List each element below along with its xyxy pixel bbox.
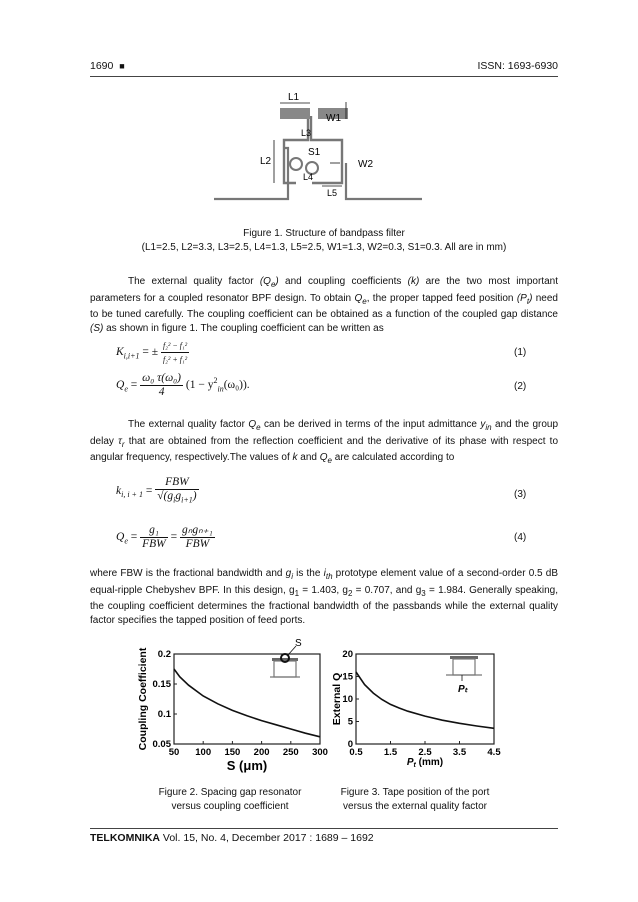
label-L5: L5 [327, 188, 338, 198]
eq4-equals-2: = [170, 531, 178, 544]
figure2-caption-line2: versus coupling coefficient [171, 801, 289, 812]
y-tick-label: 0.15 [152, 679, 171, 690]
label-W1: W1 [326, 113, 341, 124]
figure1-caption-line2: (L1=2.5, L2=3.3, L3=2.5, L4=1.3, L5=2.5, W1=1.3, W2=0.3, S1=0.3. All are in mm) [141, 242, 507, 253]
x-tick-label: 0.5 [349, 747, 363, 758]
figure3-caption-line1: Figure 3. Tape position of the port [340, 787, 490, 798]
eq4-lhs: Q [116, 531, 125, 544]
x-tick-label: 50 [168, 747, 180, 758]
eq4-lhs-sub: e [124, 536, 128, 546]
equation-4-number: (4) [514, 532, 527, 543]
p2-text-3: and the group delay [90, 419, 559, 447]
p3-text-4: = 1.403, g [299, 584, 348, 596]
x-tick-label: 3.5 [452, 747, 467, 758]
inset-resonator-icon [270, 646, 300, 677]
p3-text-5: = 0.707, and g [352, 584, 422, 596]
equation-1 [116, 339, 189, 366]
p3-sub-1: 1 [294, 588, 300, 598]
p3-text-6: = 1.984. Generally speaking, the coupling coefficient determines the fractional bandwidth of the passbands while the external quality factor specifies the tapped position of feed ports. [90, 584, 558, 626]
p1-s: (S) [90, 322, 104, 334]
equation-1-number: (1) [514, 347, 527, 358]
x-tick-label: 4.5 [487, 747, 501, 758]
p3-i: $i_{th}$ [323, 568, 333, 581]
equation-2 [116, 372, 250, 399]
p2-text-4: that are obtained from the reflection coefficient and the derivative of its phase with respect to angular frequency, respectively.The values of [90, 435, 559, 464]
equation-4 [116, 524, 215, 551]
inset-label-s: S [295, 638, 302, 649]
p2-q2: $Q_e$ [319, 452, 332, 466]
p2-y: $y_{in}$ [480, 419, 492, 432]
label-W2: W2 [358, 159, 373, 170]
header-square-icon: ■ [119, 61, 125, 71]
eq3-equals: = [145, 484, 153, 497]
page-number: 1690 [90, 60, 114, 72]
p3-text-2: is the [292, 568, 324, 579]
eq2-lhs-sub: e [124, 384, 128, 394]
x-tick-label: 300 [312, 747, 328, 758]
chart1-marks [342, 649, 501, 758]
label-S1: S1 [308, 147, 321, 158]
plot-frame [356, 654, 494, 744]
footer [90, 832, 374, 844]
equation-3 [116, 476, 199, 506]
footer-rule [90, 828, 558, 829]
p2-text-2: can be derived in terms of the input admittance [260, 419, 481, 430]
x-tick-label: 150 [224, 747, 241, 758]
p2-text-1: The external quality factor [128, 419, 249, 430]
eq3-lhs: k [116, 484, 122, 497]
p1-qe: $(Q_e)$ [259, 276, 279, 289]
p3-text-3: prototype element value of a second-order 0.5 dB equal-ripple Chebyshev BPF. In this design, g [90, 568, 558, 596]
eq3-lhs-sub: i, i + 1 [121, 490, 143, 500]
p1-text-6: as shown in figure 1. The coupling coefficient can be written as [103, 322, 384, 334]
footer-journal: TELKOMNIKA [90, 832, 160, 844]
x-tick-label: 1.5 [383, 747, 398, 758]
figure3-caption-line2: versus the external quality factor [343, 801, 487, 812]
pad-left [280, 108, 310, 119]
p2-tau: $\tau_r$ [118, 435, 125, 449]
equation-3-number: (3) [514, 489, 527, 500]
eq4-fraction-1: $\frac{\text{g₁}}{\text{FBW}}$ [142, 524, 166, 550]
figure3-caption [320, 786, 510, 814]
p1-pt: $(P_t)$ [516, 292, 533, 306]
p1-k: (k) [407, 276, 420, 287]
p2-text-6: are calculated according to [332, 452, 455, 464]
eq4-equals-1: = [130, 531, 138, 544]
label-L1: L1 [288, 92, 300, 103]
eq1-lhs-sub: i,i+1 [123, 351, 140, 361]
figure1-caption [90, 227, 558, 255]
p1-text-1: The external quality factor [128, 276, 260, 287]
p1-text-3: are the two most important parameters for a coupled resonator BPF design. To obtain [90, 276, 558, 304]
y-tick-label: 10 [342, 694, 353, 705]
eq2-fraction: $\frac{\text{ω₀ τ(ω₀)}}{4}$ [142, 372, 182, 398]
x-axis-label: S (μm) [226, 758, 268, 773]
figure2-caption-line1: Figure 2. Spacing gap resonator [158, 787, 302, 798]
p1-text-4: , the proper tapped feed position [366, 292, 517, 304]
p3-g: $g_i$ [285, 568, 293, 581]
inset-resonator-icon [446, 656, 482, 681]
loop-circle-1 [290, 158, 302, 170]
eq1-lhs: K [116, 346, 124, 359]
figure2-chart [134, 636, 330, 774]
y-tick-label: 0.1 [157, 709, 171, 720]
eq4-fraction-2: $\frac{\text{gₙgₙ₊₁}}{\text{FBW}}$ [182, 524, 213, 550]
eq2-lhs: Q [116, 379, 125, 392]
figure3-chart [331, 636, 508, 774]
x-tick-label: 200 [253, 747, 270, 758]
header-rule [90, 76, 558, 77]
x-tick-label: 2.5 [418, 747, 432, 758]
y-tick-label: 0.05 [152, 739, 171, 750]
y-axis-label: Coupling Coefficient [137, 647, 149, 751]
p1-text-2: and coupling coefficients [278, 276, 408, 287]
eq1-equals: = ± [142, 346, 159, 359]
y-tick-label: 15 [342, 671, 353, 683]
series-line [174, 669, 320, 737]
header-issn: ISSN: 1693-6930 [477, 60, 558, 72]
header-page-number [90, 60, 125, 72]
y-tick-label: 0 [347, 739, 353, 750]
figure1-filter-structure [200, 88, 440, 210]
paragraph-1 [90, 275, 558, 335]
label-L3: L3 [301, 128, 312, 138]
series-line [356, 672, 494, 728]
p3-text-1: where FBW is the fractional bandwidth and [90, 568, 286, 579]
equation-2-number: (2) [514, 381, 527, 392]
eq2-rest: $(1 - y^2_{in}(\omega_0))$. [185, 376, 250, 394]
p2-k: k [292, 452, 298, 464]
eq1-fraction: $\frac{\text{f₂² − f₁²}}{\text{f₂² + f₁²}}$ [162, 341, 188, 364]
figure1-caption-line1: Figure 1. Structure of bandpass filter [243, 228, 405, 239]
y-tick-label: 0.2 [157, 649, 171, 660]
y-tick-label: 20 [342, 649, 353, 660]
eq3-fraction: $\frac{\text{FBW}}{√(g_ig_{i+1})}$ [157, 476, 197, 505]
p2-text-5: and [297, 452, 320, 464]
x-tick-label: 250 [282, 747, 299, 758]
p3-sub-3: 3 [421, 588, 426, 598]
eq2-equals: = [130, 379, 138, 392]
p1-text-5: need to be tuned carefully. The coupling coefficient can be obtained as a function of the coupled gap distance [90, 292, 558, 321]
paragraph-2 [90, 418, 558, 468]
inset-label-pt: Pₜ [458, 684, 468, 695]
y-tick-label: 5 [347, 716, 353, 728]
label-L2: L2 [260, 156, 272, 167]
paragraph-3 [90, 567, 558, 627]
p1-q2: $Q_e$ [354, 292, 367, 306]
chart0-marks [153, 649, 328, 758]
y-axis-label: External Q [331, 672, 343, 726]
figure2-caption [140, 786, 320, 814]
footer-issue: Vol. 15, No. 4, December 2017 : 1689 – 1692 [160, 832, 374, 844]
p3-sub-2: 2 [347, 588, 353, 598]
p2-q: $Q_e$ [248, 419, 261, 432]
x-tick-label: 100 [195, 747, 212, 758]
label-L4: L4 [303, 172, 314, 182]
x-axis-label: $P_t$ (mm) [406, 757, 444, 769]
